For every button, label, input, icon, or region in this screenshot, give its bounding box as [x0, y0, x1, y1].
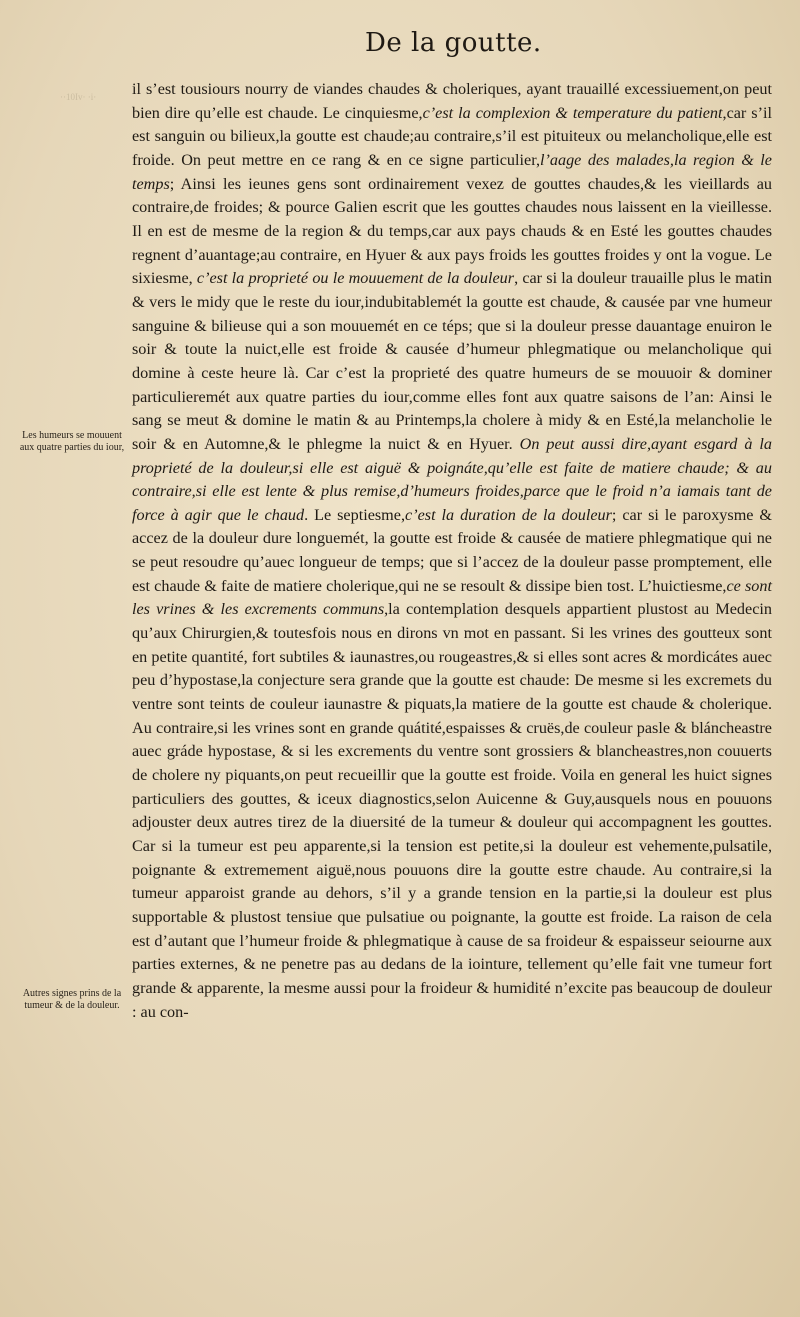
body-text — [132, 78, 772, 1024]
bleed-through-text: ··10Iv· ·i· — [60, 92, 97, 102]
margin-note-signes: Autres signes prins de la tumeur & de la douleur. — [22, 988, 122, 1011]
margin-note-humeurs: Les humeurs se mouuent aux quatre parties du iour, — [19, 430, 125, 453]
running-header: De la goutte. — [365, 28, 542, 58]
main-paragraph: il s’est tousiours nourry de viandes chaudes & choleriques, ayant trauaillé excessiuement,on peut bien dire qu’elle est chaude. Le cinquiesme,c’est la complexion & temperature du patient,car s’il est sanguin ou bilieux,la goutte est chaude;au contraire,s’il est pituiteux ou melancholique,elle est froide. On peut mettre en ce rang & en ce signe particulier,l’aage des malades,la region & le temps; Ainsi les ieunes gens sont ordinairement vexez de gouttes chaudes,& les vieillards au contraire,de froides; & pource Galien escrit que les gouttes chaudes nous laissent en la vieillesse. Il en est de mesme de la region & du temps,car aux pays chauds & en Esté les gouttes chaudes regnent d’auantage;au contraire, en Hyuer & aux pays froids les gouttes froides y ont la vogue. Le sixiesme, c’est la proprieté ou le mouuement de la douleur, car si la douleur trauaille plus le matin & vers le midy que le reste du iour,indubitablemét la goutte est chaude, & causée par vne humeur sanguine & bilieuse qui a son mouuemét en ce téps; que si la douleur presse dauantage enuiron le soir & toute la nuict,elle est froide & causée d’humeur phlegmatique ou melancholique qui domine à ceste heure là. Car c’est la proprieté des quatre humeurs de se mouuoir & dominer particulieremét aux quatre parties du iour,comme elles font aux quatre saisons de l’an: Ainsi le sang se meut & domine le matin & au Printemps,la cholere à midy & en Esté,la melancholie le soir & en Automne,& le phlegme la nuict & en Hyuer. On peut aussi dire,ayant esgard à la proprieté de la douleur,si elle est aiguë & poignáte,qu’elle est faite de matiere chaude; & au contraire,si elle est lente & plus remise,d’humeurs froides,parce que le froid n’a iamais tant de force à agir que le chaud. Le septiesme,c’est la duration de la douleur; car si le paroxysme & accez de la douleur dure longuemét, la goutte est froide & causée de matiere phlegmatique qui ne se peut resoudre qu’auec longueur de temps; que si l’accez de la douleur passe promptement, elle est chaude & faite de matiere cholerique,qui ne se resoult & dissipe bien tost. L’huictiesme,ce sont les vrines & les excrements communs,la contemplation desquels appartient plustost au Medecin qu’aux Chirurgien,& toutesfois nous en dirons vn mot en passant. Si les vrines des goutteux sont en petite quantité, fort subtiles & iaunastres,ou rougeastres,& si elles sont acres & mordicátes auec peu d’hypostase,la conjecture sera grande que la goutte est chaude: De mesme si les excremets du ventre sont teints de couleur iaunastre & piquats,la matiere de la goutte est chaude & cholerique. Au contraire,si les vrines sont en grande quátité,espaisses & cruës,de couleur pasle & bláncheastre auec gráde hypostase, & si les excrements du ventre sont grossiers & blancheastres,non couuerts de cholere ny piquants,on peut recueillir que la goutte est froide. Voila en general les huict signes particuliers des gouttes, & iceux diagnostics,selon Auicenne & Guy,ausquels nous en pouuons adjouster deux autres tirez de la diuersité de la tumeur & douleur qui accompagnent les gouttes. Car si la tumeur est peu apparente,si la tension est petite,si la douleur est vehemente,pulsatile, poignante & extremement aiguë,nous pouuons dire la goutte estre chaude. Au contraire,si la tumeur apparoist grande au dehors, s’il y a grande tension en la partie,si la douleur est plus supportable & plustost tensiue que pulsatiue ou poignante, la goutte est froide. La raison de cela est d’autant que l’humeur froide & phlegmatique à cause de sa froideur & espaisseur seiourne aux parties externes, & ne penetre pas au dedans de la iointure, tellement qu’elle fait vne tumeur fort grande & apparente, la mesme aussi pour la froideur & humidité n’excite pas beaucoup de douleur : au con- — [132, 80, 773, 1021]
